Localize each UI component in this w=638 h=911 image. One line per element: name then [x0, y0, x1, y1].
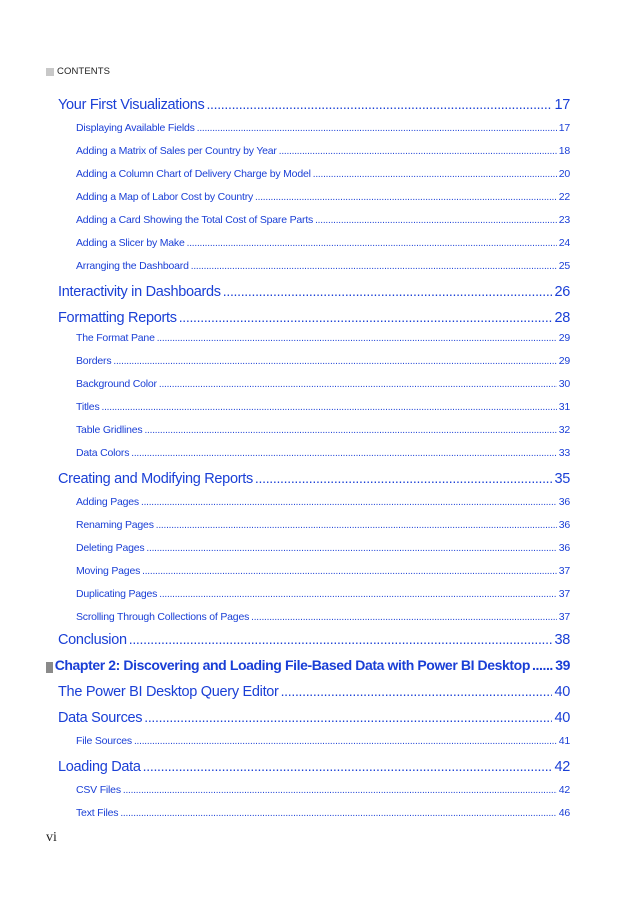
toc-entry-title: File Sources [76, 735, 132, 747]
toc-section-entry[interactable] [58, 631, 570, 651]
toc-leader-dots [141, 497, 557, 508]
toc-leader-dots [134, 736, 557, 747]
toc-section-entry[interactable] [58, 758, 570, 778]
toc-subsection-entry[interactable] [76, 588, 570, 602]
toc-leader-dots [315, 215, 557, 226]
toc-leader-dots [313, 169, 557, 180]
toc-entry-page: 20 [558, 168, 570, 180]
toc-subsection-entry[interactable] [76, 447, 570, 461]
toc-entry-page: 36 [558, 542, 570, 554]
toc-entry-title: Adding a Card Showing the Total Cost of Spare Parts [76, 214, 314, 226]
toc-subsection-entry[interactable] [76, 214, 570, 228]
toc-entry-page: 39 [555, 657, 570, 673]
toc-subsection-entry[interactable] [76, 807, 570, 821]
toc-leader-dots [159, 379, 557, 390]
toc-entry-title: Your First Visualizations [58, 97, 205, 113]
toc-leader-dots [251, 612, 557, 623]
toc-leader-dots [142, 566, 557, 577]
toc-leader-dots [279, 146, 557, 157]
toc-entry-page: 31 [558, 401, 570, 413]
toc-subsection-entry[interactable] [76, 378, 570, 392]
toc-section-entry[interactable] [58, 96, 570, 116]
toc-entry-title: Adding a Matrix of Sales per Country by Year [76, 145, 277, 157]
toc-leader-dots [144, 709, 552, 725]
toc-subsection-entry[interactable] [76, 542, 570, 556]
running-header [46, 66, 110, 77]
toc-leader-dots [223, 283, 553, 299]
toc-entry-title: Creating and Modifying Reports [58, 471, 253, 487]
toc-entry-page: 17 [558, 122, 570, 134]
toc-entry-title: Text Files [76, 807, 119, 819]
toc-subsection-entry[interactable] [76, 145, 570, 159]
toc-entry-title: Displaying Available Fields [76, 122, 195, 134]
toc-entry-page: 36 [558, 496, 570, 508]
toc-entry-title: Conclusion [58, 632, 127, 648]
toc-leader-dots [255, 192, 557, 203]
toc-subsection-entry[interactable] [76, 122, 570, 136]
toc-chapter-entry[interactable] [46, 657, 570, 677]
toc-leader-dots [144, 425, 556, 436]
toc-entry-page: 35 [554, 471, 570, 487]
toc-entry-page: 18 [558, 145, 570, 157]
toc-entry-title: Background Color [76, 378, 157, 390]
toc-entry-title: Data Sources [58, 710, 143, 726]
toc-entry-page: 42 [554, 759, 570, 775]
toc-entry-title: Adding Pages [76, 496, 139, 508]
toc-entry-title: CSV Files [76, 784, 121, 796]
toc-subsection-entry[interactable] [76, 565, 570, 579]
toc-entry-page: 38 [554, 632, 570, 648]
toc-leader-dots [143, 758, 553, 774]
toc-section-entry[interactable] [58, 683, 570, 703]
toc-entry-page: 36 [558, 519, 570, 531]
toc-leader-dots [179, 309, 553, 325]
toc-entry-title: Table Gridlines [76, 424, 143, 436]
toc-entry-title: Adding a Column Chart of Delivery Charge by Model [76, 168, 311, 180]
toc-leader-dots [156, 520, 557, 531]
chapter-square-icon [46, 662, 53, 673]
toc-entry-page: 33 [558, 447, 570, 459]
toc-entry-title: Interactivity in Dashboards [58, 284, 221, 300]
toc-section-entry[interactable] [58, 470, 570, 490]
toc-entry-title: Loading Data [58, 759, 141, 775]
toc-entry-page: 32 [558, 424, 570, 436]
toc-subsection-entry[interactable] [76, 496, 570, 510]
toc-entry-page: 22 [558, 191, 570, 203]
toc-leader-dots [191, 261, 557, 272]
toc-leader-dots [102, 402, 557, 413]
toc-entry-page: 40 [554, 684, 570, 700]
toc-entry-title: Adding a Slicer by Make [76, 237, 185, 249]
toc-subsection-entry[interactable] [76, 424, 570, 438]
toc-leader-dots [159, 589, 556, 600]
toc-entry-title: Adding a Map of Labor Cost by Country [76, 191, 254, 203]
toc-entry-page: 25 [558, 260, 570, 272]
toc-subsection-entry[interactable] [76, 519, 570, 533]
toc-subsection-entry[interactable] [76, 735, 570, 749]
toc-leader-dots [532, 657, 553, 673]
toc-entry-title: Duplicating Pages [76, 588, 158, 600]
toc-section-entry[interactable] [58, 309, 570, 329]
toc-subsection-entry[interactable] [76, 784, 570, 798]
toc-subsection-entry[interactable] [76, 611, 570, 625]
header-label: CONTENTS [57, 66, 111, 77]
toc-leader-dots [120, 808, 556, 819]
toc-entry-title: Moving Pages [76, 565, 141, 577]
toc-leader-dots [146, 543, 556, 554]
toc-leader-dots [281, 683, 553, 699]
toc-entry-title: Borders [76, 355, 112, 367]
toc-entry-page: 24 [558, 237, 570, 249]
toc-entry-page: 37 [558, 588, 570, 600]
toc-entry-title: Scrolling Through Collections of Pages [76, 611, 250, 623]
toc-subsection-entry[interactable] [76, 332, 570, 346]
toc-entry-title: Renaming Pages [76, 519, 154, 531]
toc-leader-dots [187, 238, 557, 249]
toc-entry-title: Data Colors [76, 447, 130, 459]
toc-leader-dots [113, 356, 556, 367]
toc-section-entry[interactable] [58, 709, 570, 729]
toc-entry-page: 28 [554, 310, 570, 326]
toc-entry-title: Titles [76, 401, 100, 413]
toc-entry-page: 41 [558, 735, 570, 747]
toc-entry-page: 29 [558, 332, 570, 344]
toc-entry-title: The Format Pane [76, 332, 155, 344]
toc-section-entry[interactable] [58, 283, 570, 303]
toc-entry-title: Formatting Reports [58, 310, 177, 326]
toc-leader-dots [123, 785, 557, 796]
toc-subsection-entry[interactable] [76, 355, 570, 369]
toc-leader-dots [131, 448, 556, 459]
header-square-icon [46, 68, 54, 76]
toc-leader-dots [129, 631, 553, 647]
toc-entry-title: Chapter 2: Discovering and Loading File-Based Data with Power BI Desktop [54, 657, 530, 673]
toc-entry-page: 26 [554, 284, 570, 300]
toc-entry-title: The Power BI Desktop Query Editor [58, 684, 279, 700]
toc-subsection-entry[interactable] [76, 237, 570, 251]
toc-entry-page: 29 [558, 355, 570, 367]
toc-leader-dots [197, 123, 557, 134]
page-number: vi [46, 830, 57, 845]
toc-subsection-entry[interactable] [76, 191, 570, 205]
toc-entry-page: 17 [554, 97, 570, 113]
toc-entry-page: 40 [554, 710, 570, 726]
toc-entry-title: Arranging the Dashboard [76, 260, 189, 272]
toc-entry-page: 30 [558, 378, 570, 390]
toc-entry-page: 42 [558, 784, 570, 796]
toc-entry-page: 37 [558, 565, 570, 577]
toc-subsection-entry[interactable] [76, 401, 570, 415]
toc-entry-page: 23 [558, 214, 570, 226]
toc-subsection-entry[interactable] [76, 168, 570, 182]
toc-entry-title: Deleting Pages [76, 542, 145, 554]
toc-leader-dots [255, 470, 553, 486]
toc-leader-dots [157, 333, 557, 344]
toc-entry-page: 46 [558, 807, 570, 819]
toc-leader-dots [206, 96, 552, 112]
toc-entry-page: 37 [558, 611, 570, 623]
toc-subsection-entry[interactable] [76, 260, 570, 274]
